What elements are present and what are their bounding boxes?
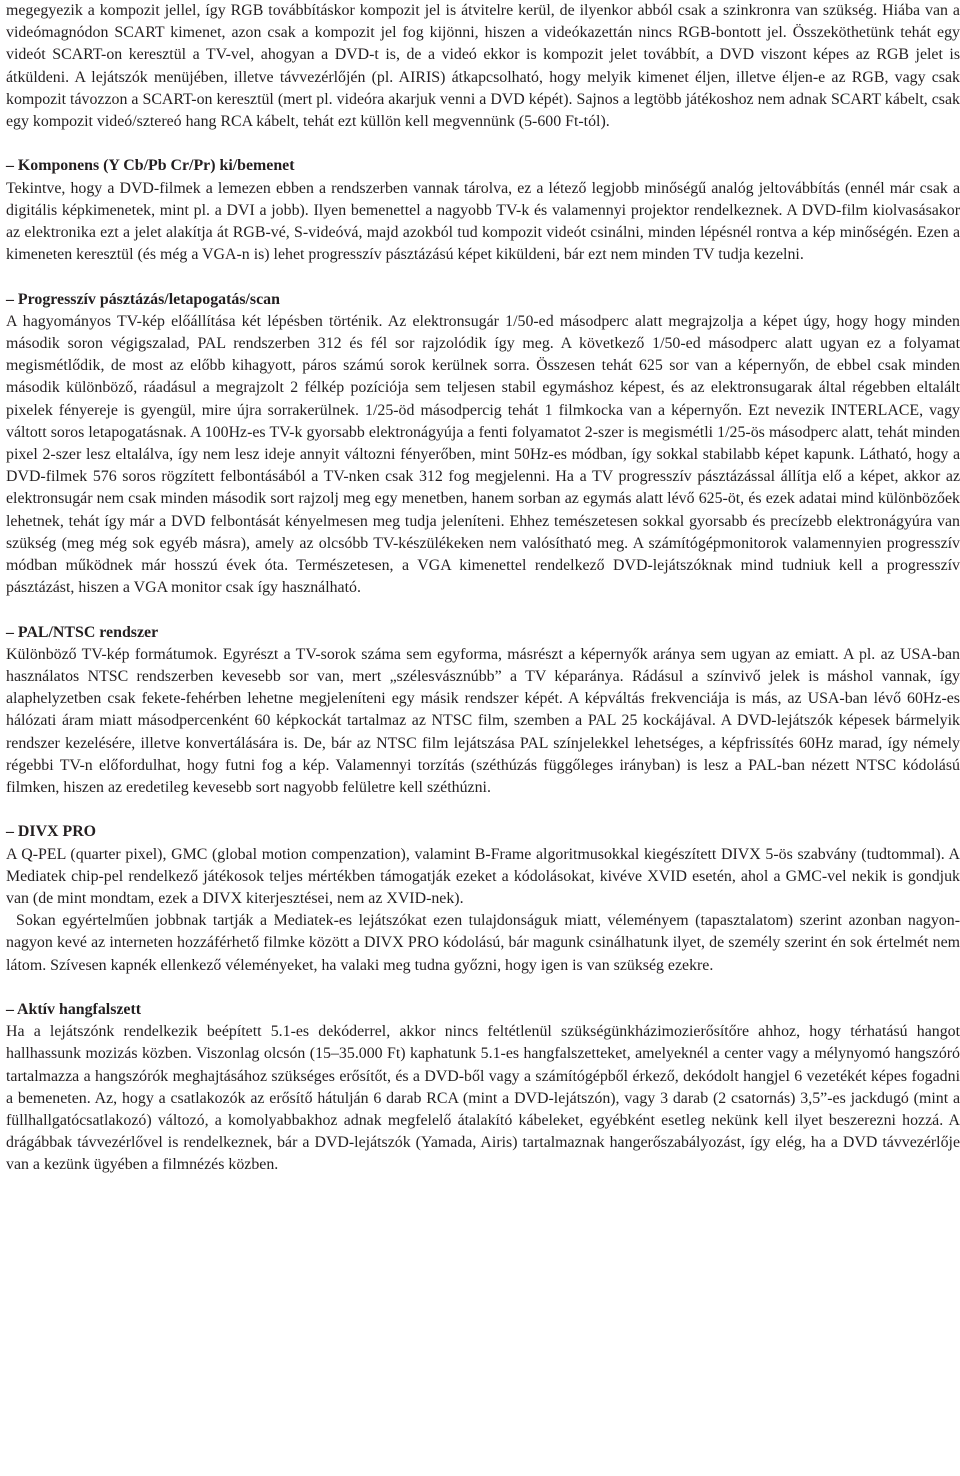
divx-pro-opinion-paragraph: Sokan egyértelműen jobbnak tartják a Mediatek-es lejátszókat ezen tulajdonságuk miatt, véleményem (tapasztalatom) szerint azonban nagyon-nagyon kevé az interneten hozzáférhető filmke között a DIVX PRO kódolású, bár magunk csinálhatunk ilyet, de személy szerint én sok értelmét nem látom. Szívesen kapnék ellenkező véleményeket, ha valaki meg tudna győzni, hogy igen is van szükség ezekre. [6, 912, 960, 974]
section-spacer [6, 977, 960, 999]
section-spacer [6, 599, 960, 621]
progressive-scan-paragraph: A hagyományos TV-kép előállítása két lépésben történik. Az elektronsugár 1/50-ed másodperc alatt megrajzolja a képet úgy, hogy hogy minden második soron végigszalad, PAL rendszerben 312 és fél sor rajzolódik így meg. A következő 1/50-ed másodperc alatt ugyan ez a folyamat megismétlődik, de most az előbb kihagyott, páros számú sorok kerülnek sorra. Összesen tehát 625 sor van a képernyőn, de ebbel csak minden második különböző, ráadásul a megrajzolt 2 félkép pozíciója sem teljesen stabil egymáshoz képest, és az elektronsugarak által régebben eltalált pixelek fényereje is gyengül, mire újra sorrakerülnek. 1/25-öd másodpercig tehát 1 filmkocka van a képernyőn. Ezt nevezik INTERLACE, vagy váltott soros letapogatásnak. A 100Hz-es TV-k gyorsabb elektronágyúja a fenti folyamatot 2-szer is megismétli 1/25-ös másodperc alatt, tehát minden pixel 2-szer lesz eltalálva, így nem lesz ideje annyit változni fényerőben, mint 50Hz-es módban, így sokkal stabilabb képet kapunk. Látható, hogy a DVD-filmek 576 soros rögzített felbontásából a TV-nken csak 312 fog megjelenni. Ha a TV progresszív pásztázással állítja elő a képet, akkor az elektronsugár nem csak minden második sort rajzolj meg egy menetben, hanem sorban az egymás alatt lévő 625-öt, és ezek adatai mind különbözőek lehetnek, tehát így már a DVD felbontását kényelmesen meg tudja jeleníteni. Ehhez temészetesen sokkal gyorsabb és precízebb elektronágyúra van szükség (meg még sok egyéb másra), amely az olcsóbb TV-készülékeken nem valósítható meg. A számítógépmonitorok valamennyien progresszív módban működnek már hosszú évek óta. Természetesen, a VGA kimenettel rendelkező DVD-lejátszóknak mind tudniuk kell a progresszív pásztázást, hiszen a VGA monitor csak így használható. [6, 312, 960, 597]
heading-active-speakers: – Aktív hangfalszett [6, 1001, 142, 1019]
document-page [6, 0, 960, 1177]
section-spacer [6, 266, 960, 288]
intro-paragraph: megegyezik a kompozit jellel, így RGB továbbításkor kompozit jel is átvitelre kerül, de ilyenkor abból csak a szinkronra van szükség. Hiába van a videómagnódon SCART kimenet, azon csak a kompozit jel fog kijönni, hiszen a videókazettán nincs RGB-bontott jel. Összeköthetünk tehát egy videót SCART-on keresztül a TV-vel, ahogyan a DVD-t is, de a videó ekkor is kompozit jelet továbbít, a DVD viszont képes az RGB jelet is átküldeni. A lejátszók menüjében, illetve távvezérlőjén (pl. AIRIS) átkapcsolható, hogy melyik kimenet éljen, illetve éljen-e az RGB, vagy csak kompozit távozzon a SCART-on keresztül (mert pl. videóra akarjuk venni a DVD képét). Sajnos a legtöbb játékoshoz nem adnak SCART kábelt, csak egy kompozit videó/sztereó hang RCA kábelt, tehát ezt küllön kell megvennünk (5-600 Ft-tól). [6, 2, 960, 131]
heading-component: – Komponens (Y Cb/Pb Cr/Pr) ki/bemenet [6, 157, 295, 175]
heading-pal-ntsc: – PAL/NTSC rendszer [6, 623, 159, 641]
section-spacer [6, 133, 960, 155]
active-speakers-paragraph: Ha a lejátszónk rendelkezik beépített 5.1-es dekóderrel, akkor nincs feltétlenül szükségünkházimozierősítőre ahhoz, hogy térhatású hangot hallhassunk mozizás közben. Viszonlag olcsón (15–35.000 Ft) kaphatunk 5.1-es hangfalszetteket, amelyeknél a center vagy a mélynyomó hangszóró tartalmazza a hangszórók meghajtásához szükséges erősítőt, és a DVD-ből vagy a számítógépből érkező, dekódolt hangjel 6 vezetékét képes fogadni a bemeneten. Az, hogy a csatlakozók az erősítő hátulján 6 darab RCA (mint a DVD-lejátszón), vagy 3 darab (2 csatornás) 3,5”-es jackdugó (mint a füllhallgatócsatlakozó) változó, a komolyabbakhoz adnak megfelelő átalakító kábeleket, egyébként esetleg nekünk kell ilyet beszerezni hozzá. A drágábbak távvezérlővel is rendelkeznek, bár a DVD-lejátszók (Yamada, Airis) tartalmaznak hangerőszabályozást, így elég, ha a DVD távvezérlője van a kezünk ügyében a filmnézés közben. [6, 1023, 960, 1174]
divx-pro-paragraph: A Q-PEL (quarter pixel), GMC (global motion compenzation), valamint B-Frame algoritmusokkal kiegészített DIVX 5-ös szabvány (tudtommal). A Mediatek chip-pel rendelkező játékosok teljes mértékben támogatják ezeket a kódolásokat, kivéve XVID esetén, ahol a GMC-vel nekik is gondjuk van (de mint mondtam, ezek a DIVX kiterjesztései, nem az XVID-nek). [6, 845, 960, 908]
component-paragraph: Tekintve, hogy a DVD-filmek a lemezen ebben a rendszerben vannak tárolva, ez a létező legjobb minőségű analóg jeltovábbítás (ennél már csak a digitális képkimenetek, mint pl. a DVI a jobb). Ilyen bemenettel a nagyobb TV-k és valamennyi projektor rendelkeznek. A DVD-film kiolvasásakor az elektronika ezt a jelet alakítja át RGB-vé, S-videóvá, majd azokból tud kompozit videót csinálni, minden lépésnél rontva a kép minőségén. Ezen a kimeneten keresztül (és még a VGA-n is) lehet progresszív pásztázású képet kiküldeni, bár ezt nem minden TV tudja kezelni. [6, 179, 960, 264]
heading-divx-pro: – DIVX PRO [6, 823, 97, 841]
heading-progressive-scan: – Progresszív pásztázás/letapogatás/scan [6, 290, 280, 308]
section-spacer [6, 799, 960, 821]
pal-ntsc-paragraph: Különböző TV-kép formátumok. Egyrészt a TV-sorok száma sem egyforma, másrészt a képernyők aránya sem ugyan az emiatt. A pl. az USA-ban használatos NTSC rendszerben kevesebb sor van, mert „szélesvásznúbb” a TV képaránya. Rádásul a színvivő jelek is máshol vannak, így alaphelyzetben csak fekete-fehérben lehetne megjeleníteni egy másik rendszer képét. A képváltás frekvenciája is más, az USA-ban lévő 60Hz-es hálózati áram miatt másodpercenként 60 képkockát tartalmaz az NTSC film, szemben a PAL 25 kockájával. A DVD-lejátszók képesek bármelyik rendszer kezelésére, illetve konvertálására is. De, bár az NTSC film lejátszása PAL színjelekkel lehetséges, a képfrissítés 60Hz marad, így némely régebbi TV-n előfordulhat, hogy futni fog a kép. Valamennyi torzítás (széthúzás függőleges irányban) is lesz a PAL-ban nézett NTSC kódolású filmken, hiszen az eredetileg kevesebb sort nagyobb felületre kell széthúzni. [6, 645, 960, 797]
